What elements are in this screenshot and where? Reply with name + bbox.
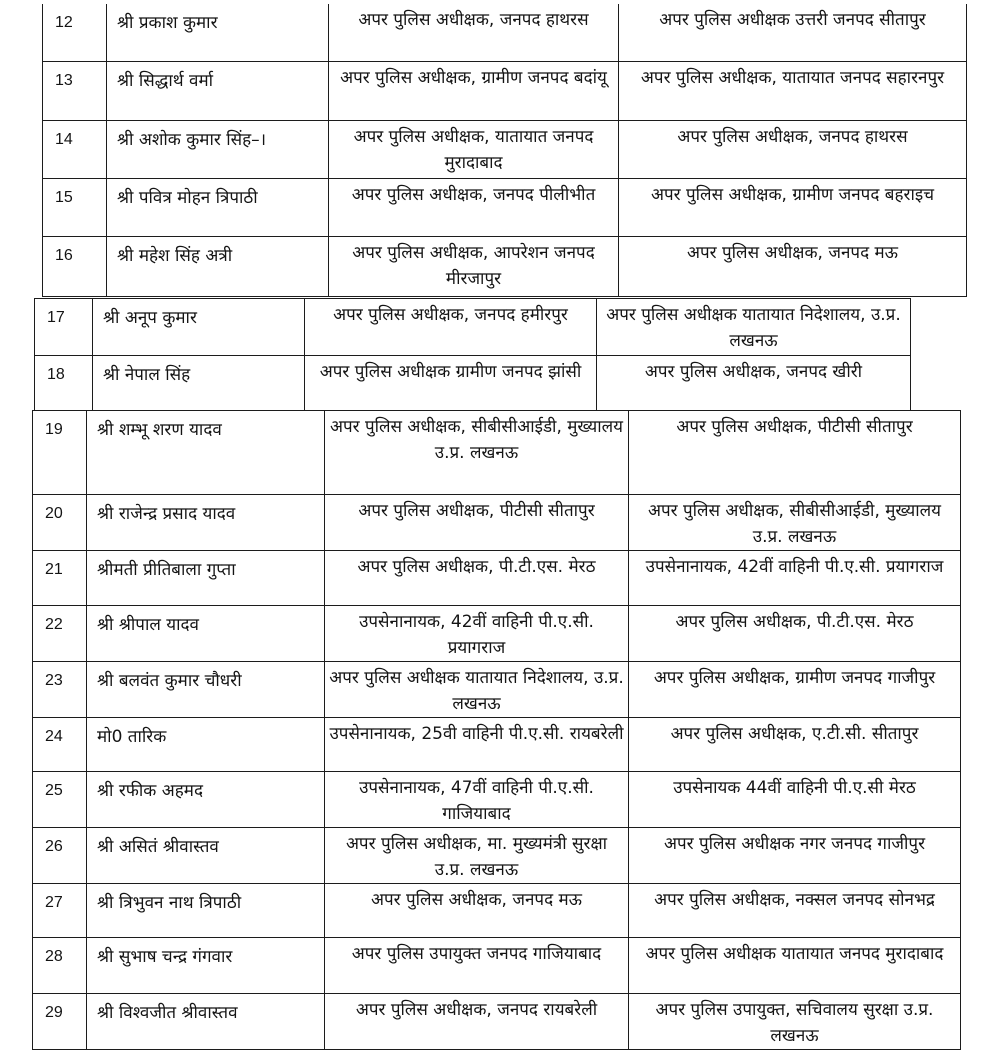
- table-row: [43, 120, 967, 178]
- officer-name: श्री त्रिभुवन नाथ त्रिपाठी: [87, 884, 325, 938]
- serial-number: 13: [43, 61, 107, 120]
- serial-number: 28: [33, 938, 87, 994]
- current-posting: उपसेनानायक, 25वी वाहिनी पी.ए.सी. रायबरेली: [325, 718, 629, 772]
- current-posting: अपर पुलिस अधीक्षक, पीटीसी सीतापुर: [325, 495, 629, 551]
- serial-number: 20: [33, 495, 87, 551]
- new-posting: अपर पुलिस उपायुक्त, सचिवालय सुरक्षा उ.प्र. लखनऊ: [629, 994, 961, 1050]
- table-row: [33, 938, 961, 994]
- officer-name: श्री विश्वजीत श्रीवास्तव: [87, 994, 325, 1050]
- new-posting: अपर पुलिस अधीक्षक, सीबीसीआईडी, मुख्यालय उ.प्र. लखनऊ: [629, 495, 961, 551]
- new-posting: अपर पुलिस अधीक्षक, जनपद हाथरस: [619, 120, 967, 178]
- table-body: [43, 4, 967, 296]
- officer-name: श्री अनूप कुमार: [93, 299, 305, 356]
- serial-number: 17: [35, 299, 93, 356]
- serial-number: 24: [33, 718, 87, 772]
- table-body: [33, 411, 961, 1050]
- serial-number: 15: [43, 178, 107, 236]
- current-posting: अपर पुलिस अधीक्षक, ग्रामीण जनपद बदांयू: [329, 61, 619, 120]
- serial-number: 27: [33, 884, 87, 938]
- officer-name: श्री शम्भू शरण यादव: [87, 411, 325, 495]
- new-posting: अपर पुलिस अधीक्षक, जनपद खीरी: [597, 356, 911, 411]
- new-posting: अपर पुलिस अधीक्षक, ग्रामीण जनपद गाजीपुर: [629, 662, 961, 718]
- table-row: [33, 606, 961, 662]
- serial-number: 21: [33, 551, 87, 606]
- current-posting: अपर पुलिस अधीक्षक, सीबीसीआईडी, मुख्यालय उ.प्र. लखनऊ: [325, 411, 629, 495]
- table-row: [33, 662, 961, 718]
- table-row: [35, 356, 911, 411]
- new-posting: अपर पुलिस अधीक्षक यातायात निदेशालय, उ.प्र. लखनऊ: [597, 299, 911, 356]
- table-row: [33, 718, 961, 772]
- table-row: [43, 61, 967, 120]
- current-posting: अपर पुलिस अधीक्षक, आपरेशन जनपद मीरजापुर: [329, 236, 619, 296]
- table-row: [43, 4, 967, 61]
- current-posting: अपर पुलिस अधीक्षक, जनपद हाथरस: [329, 4, 619, 61]
- table-row: [43, 236, 967, 296]
- current-posting: अपर पुलिस अधीक्षक, मा. मुख्यमंत्री सुरक्षा उ.प्र. लखनऊ: [325, 828, 629, 884]
- transfer-table: [34, 298, 911, 411]
- new-posting: अपर पुलिस अधीक्षक, पीटीसी सीतापुर: [629, 411, 961, 495]
- officer-name: श्री श्रीपाल यादव: [87, 606, 325, 662]
- current-posting: अपर पुलिस अधीक्षक यातायात निदेशालय, उ.प्र. लखनऊ: [325, 662, 629, 718]
- serial-number: 19: [33, 411, 87, 495]
- new-posting: अपर पुलिस अधीक्षक, यातायात जनपद सहारनपुर: [619, 61, 967, 120]
- table-row: [33, 828, 961, 884]
- transfer-table: [32, 410, 961, 1050]
- table-row: [33, 411, 961, 495]
- transfer-table-block-3: [32, 410, 960, 1050]
- serial-number: 26: [33, 828, 87, 884]
- new-posting: उपसेनानायक, 42वीं वाहिनी पी.ए.सी. प्रयागराज: [629, 551, 961, 606]
- serial-number: 22: [33, 606, 87, 662]
- table-row: [33, 994, 961, 1050]
- serial-number: 18: [35, 356, 93, 411]
- serial-number: 16: [43, 236, 107, 296]
- officer-name: श्री बलवंत कुमार चौधरी: [87, 662, 325, 718]
- transfer-table-block-1: [42, 4, 966, 297]
- table-row: [33, 884, 961, 938]
- officer-name: श्री प्रकाश कुमार: [107, 4, 329, 61]
- officer-name: श्री पवित्र मोहन त्रिपाठी: [107, 178, 329, 236]
- table-row: [35, 299, 911, 356]
- serial-number: 25: [33, 772, 87, 828]
- table-row: [33, 495, 961, 551]
- current-posting: अपर पुलिस अधीक्षक, जनपद मऊ: [325, 884, 629, 938]
- current-posting: अपर पुलिस अधीक्षक, जनपद हमीरपुर: [305, 299, 597, 356]
- new-posting: अपर पुलिस अधीक्षक यातायात जनपद मुरादाबाद: [629, 938, 961, 994]
- new-posting: अपर पुलिस अधीक्षक, जनपद मऊ: [619, 236, 967, 296]
- officer-name: श्रीमती प्रीतिबाला गुप्ता: [87, 551, 325, 606]
- new-posting: अपर पुलिस अधीक्षक, ग्रामीण जनपद बहराइच: [619, 178, 967, 236]
- new-posting: अपर पुलिस अधीक्षक उत्तरी जनपद सीतापुर: [619, 4, 967, 61]
- current-posting: अपर पुलिस उपायुक्त जनपद गाजियाबाद: [325, 938, 629, 994]
- serial-number: 23: [33, 662, 87, 718]
- officer-name: श्री महेश सिंह अत्री: [107, 236, 329, 296]
- officer-name: श्री असितं श्रीवास्तव: [87, 828, 325, 884]
- officer-name: श्री नेपाल सिंह: [93, 356, 305, 411]
- new-posting: अपर पुलिस अधीक्षक नगर जनपद गाजीपुर: [629, 828, 961, 884]
- current-posting: अपर पुलिस अधीक्षक, पी.टी.एस. मेरठ: [325, 551, 629, 606]
- new-posting: अपर पुलिस अधीक्षक, ए.टी.सी. सीतापुर: [629, 718, 961, 772]
- table-row: [33, 551, 961, 606]
- serial-number: 12: [43, 4, 107, 61]
- current-posting: उपसेनानायक, 47वीं वाहिनी पी.ए.सी. गाजियाबाद: [325, 772, 629, 828]
- current-posting: अपर पुलिस अधीक्षक, यातायात जनपद मुरादाबाद: [329, 120, 619, 178]
- officer-name: श्री सुभाष चन्द्र गंगवार: [87, 938, 325, 994]
- officer-name: श्री रफीक अहमद: [87, 772, 325, 828]
- serial-number: 29: [33, 994, 87, 1050]
- transfer-table: [42, 4, 967, 297]
- officer-name: श्री सिद्धार्थ वर्मा: [107, 61, 329, 120]
- current-posting: उपसेनानायक, 42वीं वाहिनी पी.ए.सी. प्रयागराज: [325, 606, 629, 662]
- officer-name: श्री अशोक कुमार सिंह–।: [107, 120, 329, 178]
- officer-name: श्री राजेन्द्र प्रसाद यादव: [87, 495, 325, 551]
- current-posting: अपर पुलिस अधीक्षक, जनपद पीलीभीत: [329, 178, 619, 236]
- current-posting: अपर पुलिस अधीक्षक, जनपद रायबरेली: [325, 994, 629, 1050]
- new-posting: उपसेनायक 44वीं वाहिनी पी.ए.सी मेरठ: [629, 772, 961, 828]
- table-body: [35, 299, 911, 411]
- current-posting: अपर पुलिस अधीक्षक ग्रामीण जनपद झांसी: [305, 356, 597, 411]
- new-posting: अपर पुलिस अधीक्षक, नक्सल जनपद सोनभद्र: [629, 884, 961, 938]
- transfer-table-block-2: [34, 298, 910, 411]
- table-row: [43, 178, 967, 236]
- new-posting: अपर पुलिस अधीक्षक, पी.टी.एस. मेरठ: [629, 606, 961, 662]
- table-row: [33, 772, 961, 828]
- serial-number: 14: [43, 120, 107, 178]
- officer-name: मो0 तारिक: [87, 718, 325, 772]
